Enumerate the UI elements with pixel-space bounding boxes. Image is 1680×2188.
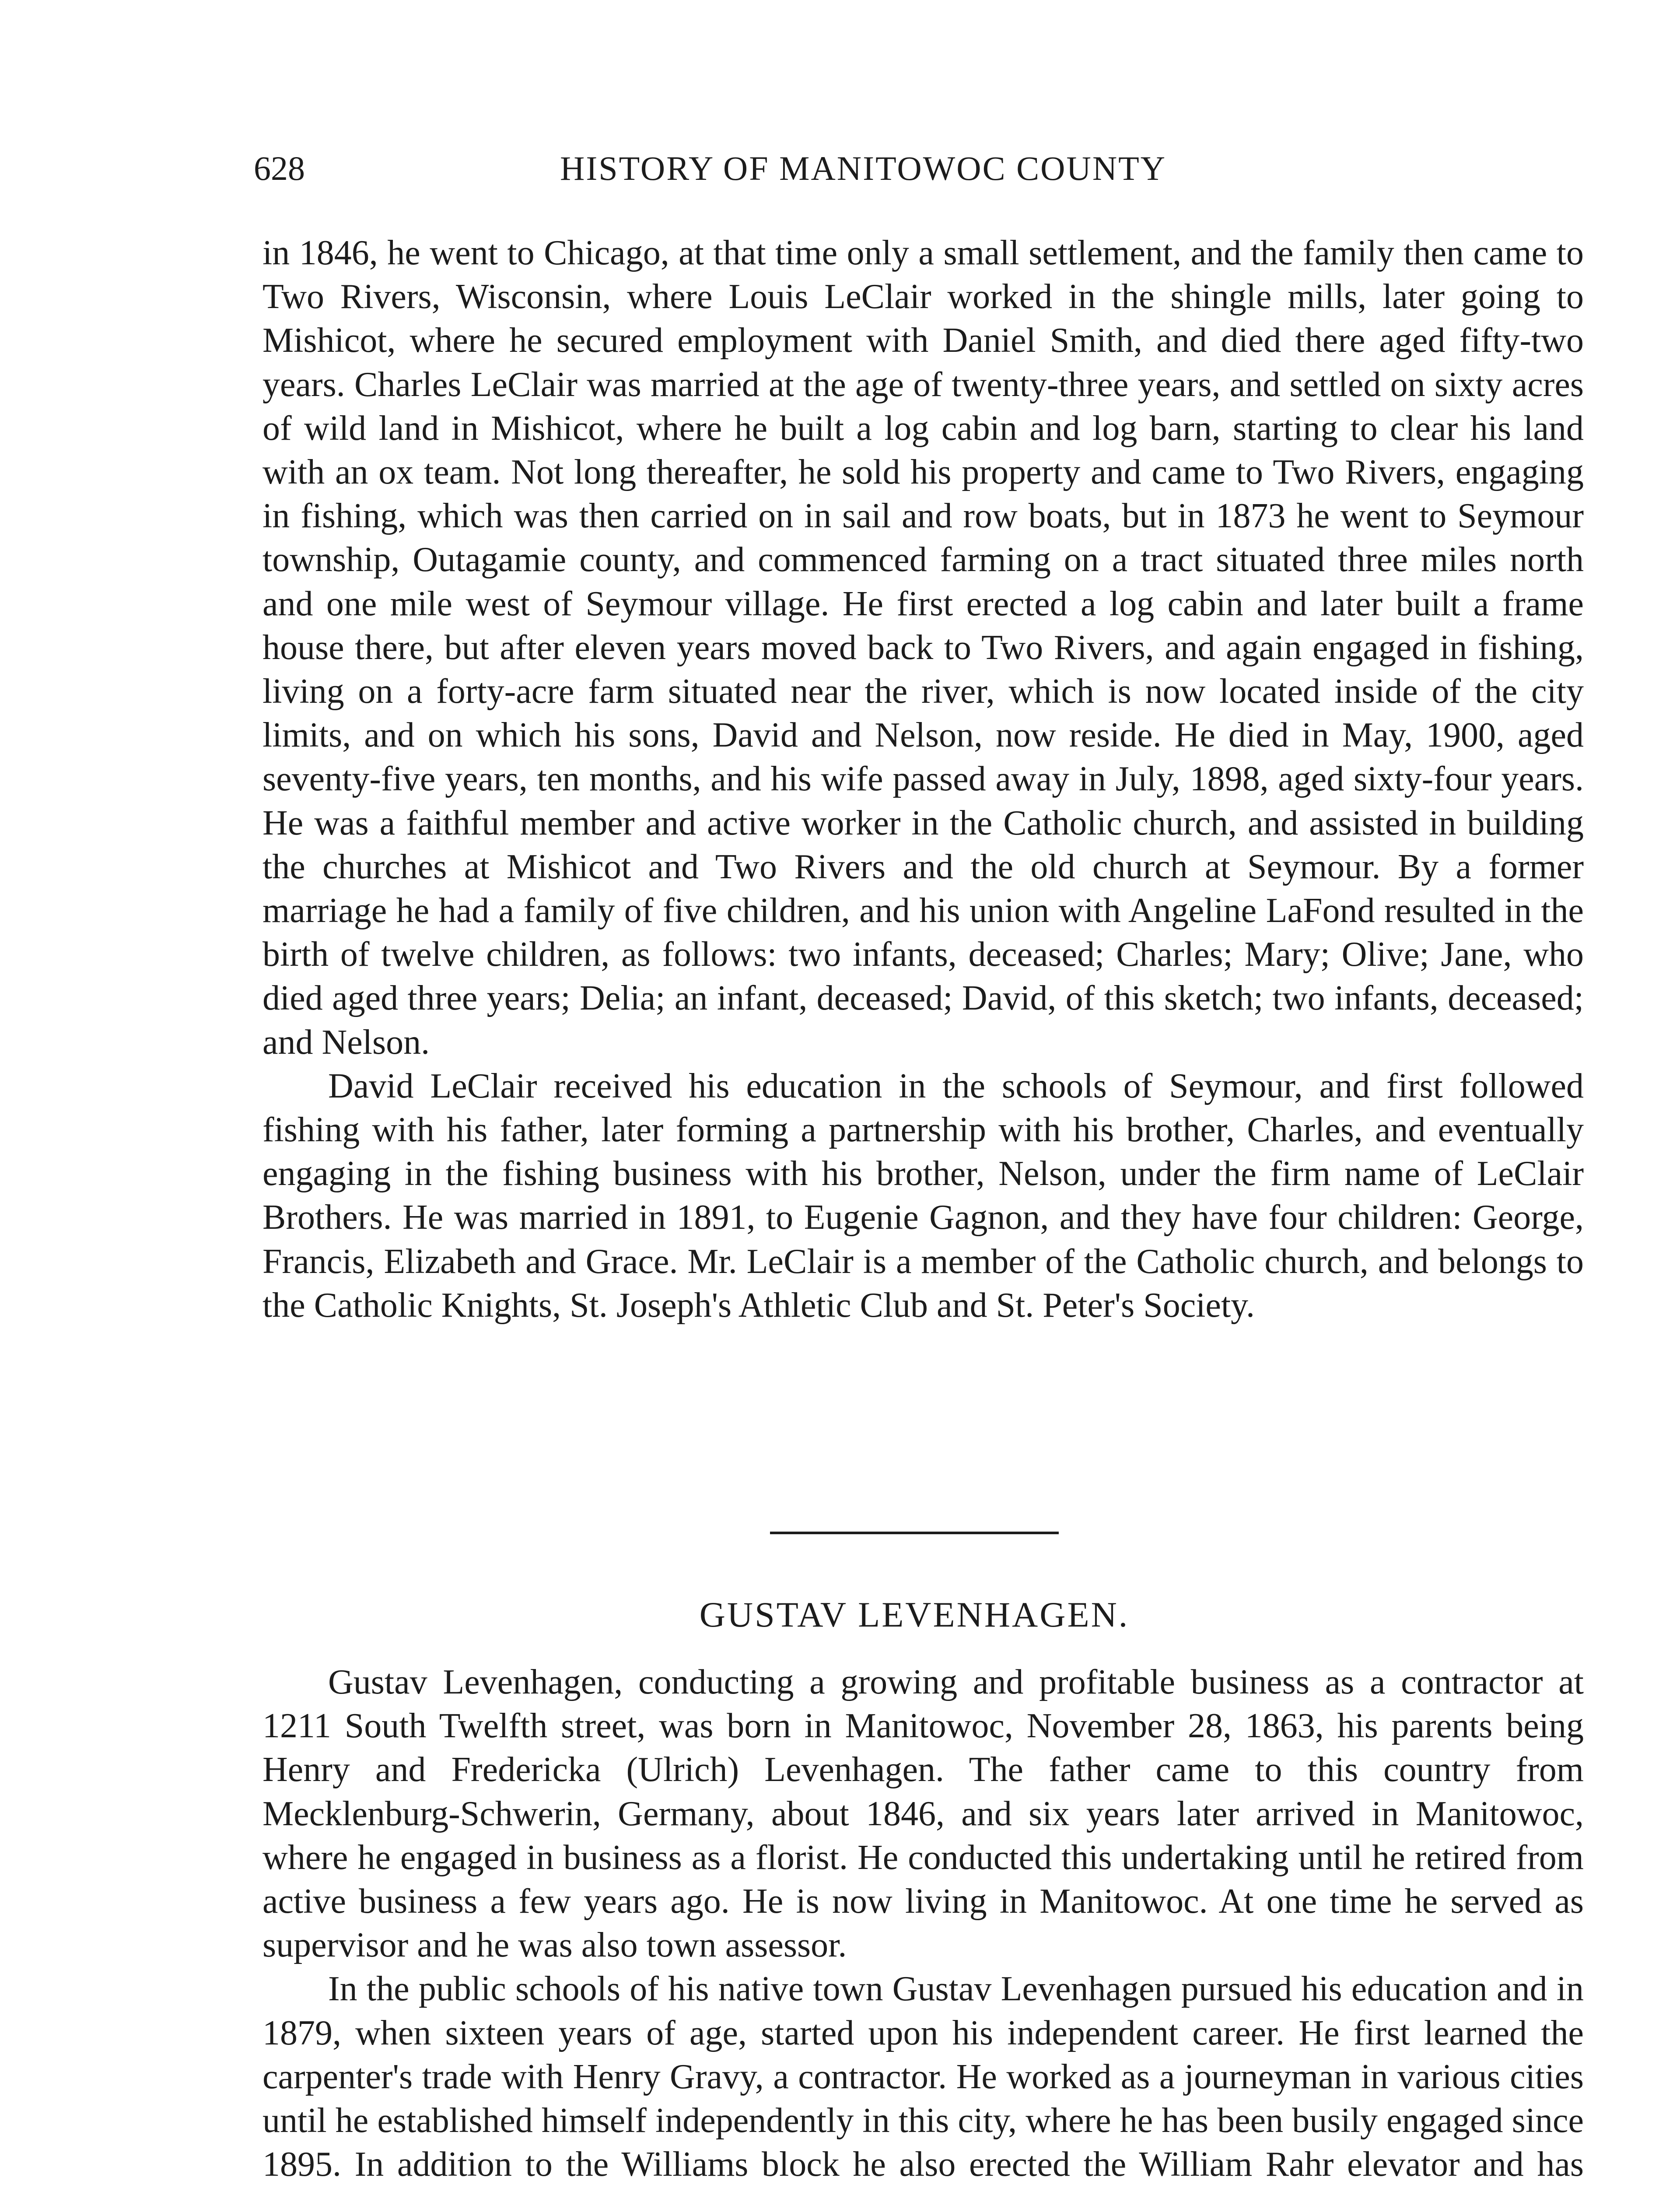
paragraph-levenhagen-intro: Gustav Levenhagen, conducting a growing and profitable business as a contractor at 1211 South Twelfth street, was born in Manitowoc, November 28, 1863, his parents being Henry and Fredericka (Ulrich) Levenhagen. The father came to this country from Mecklenburg-Schwerin, Germany, about 1846, and six years later arrived in Manitowoc, where he engaged in business as a florist. He conducted this undertaking until he retired from active business a few years ago. He is now living in Manitowoc. At one time he served as supervisor and he was also town assessor. <box>262 1663 1584 1965</box>
levenhagen-biography <box>262 1660 1584 2188</box>
paragraph-levenhagen-career: In the public schools of his native town Gustav Levenhagen pursued his education and in 1879, when sixteen years of age, started upon his independent career. He first learned the carpenter's trade with Henry Gravy, a contractor. He worked as a journeyman in various cities until he established himself independently in this city, where he has been busily engaged since 1895. In addition to the Williams block he also erected the William Rahr elevator and has <box>262 1970 1584 2184</box>
running-title: HISTORY OF MANITOWOC COUNTY <box>560 149 1167 187</box>
section-heading: GUSTAV LEVENHAGEN. <box>699 1595 1130 1634</box>
running-head <box>254 144 1295 193</box>
section-divider <box>770 1532 1059 1534</box>
leclair-biography <box>262 231 1584 1327</box>
paragraph-leclair-continued: in 1846, he went to Chicago, at that time only a small settlement, and the family then came to Two Rivers, Wisconsin, where Louis LeClair worked in the shingle mills, later going to Mishicot, where he secured employment with Daniel Smith, and died there aged fifty-two years. Charles LeClair was married at the age of twenty-three years, and settled on sixty acres of wild land in Mishicot, where he built a log cabin and log barn, starting to clear his land with an ox team. Not long thereafter, he sold his property and came to Two Rivers, engaging in fishing, which was then carried on in sail and row boats, but in 1873 he went to Seymour township, Outagamie county, and commenced farming on a tract situated three miles north and one mile west of Seymour village. He first erected a log cabin and later built a frame house there, but after eleven years moved back to Two Rivers, and again engaged in fishing, living on a forty-acre farm situated near the river, which is now located inside of the city limits, and on which his sons, David and Nelson, now reside. He died in May, 1900, aged seventy-five years, ten months, and his wife passed away in July, 1898, aged sixty-four years. He was a faithful member and active worker in the Catholic church, and assisted in building the churches at Mishicot and Two Rivers and the old church at Seymour. By a former marriage he had a family of five children, and his union with Angeline LaFond resulted in the birth of twelve children, as follows: two infants, deceased; Charles; Mary; Olive; Jane, who died aged three years; Delia; an infant, deceased; David, of this sketch; two infants, deceased; and Nelson. <box>262 234 1584 1062</box>
page-number: 628 <box>254 149 305 187</box>
paragraph-david-leclair: David LeClair received his education in the schools of Seymour, and first followed fishing with his father, later forming a partnership with his brother, Charles, and eventually engaging in the fishing business with his brother, Nelson, under the firm name of LeClair Brothers. He was married in 1891, to Eugenie Gagnon, and they have four children: George, Francis, Elizabeth and Grace. Mr. LeClair is a member of the Catholic church, and belongs to the Catholic Knights, St. Joseph's Athletic Club and St. Peter's Society. <box>262 1066 1584 1325</box>
